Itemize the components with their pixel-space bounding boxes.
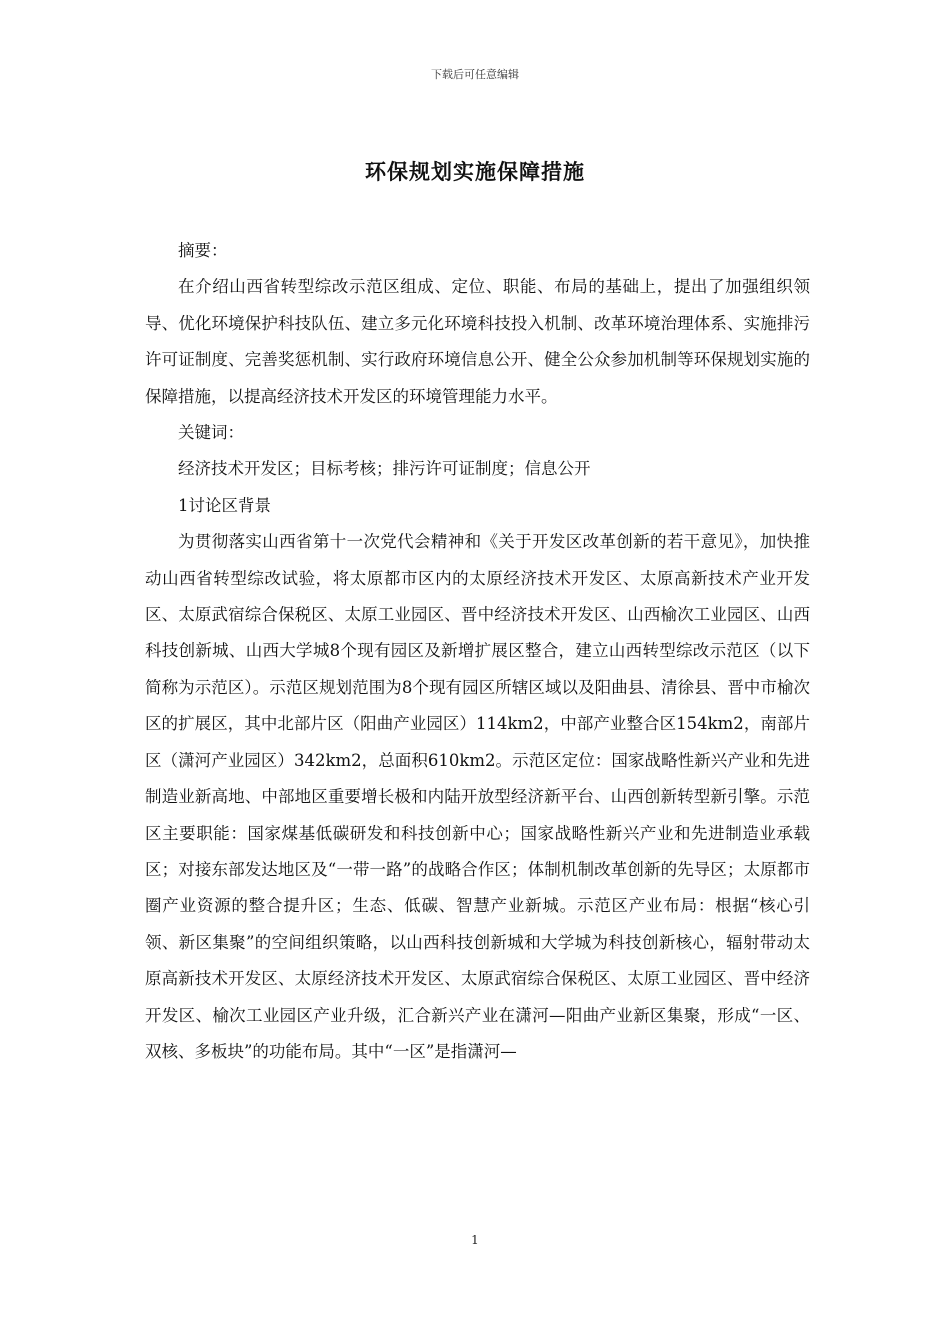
abstract-paragraph: 在介绍山西省转型综改示范区组成、定位、职能、布局的基础上，提出了加强组织领导、优化环境保护科技队伍、建立多元化环境科技投入机制、改革环境治理体系、实施排污许可证制度、完善奖惩机制、实行政府环境信息公开、健全公众参加机制等环保规划实施的保障措施，以提高经济技术开发区的环境管理能力水平。 [145,277,810,406]
page-number: 1 [471,1233,479,1247]
abstract-label: 摘要： [178,241,228,260]
keywords-label: 关键词： [178,423,244,443]
document-body [145,233,810,1070]
document-title: 环保规划实施保障措施 [365,160,585,184]
keywords-paragraph: 经济技术开发区；目标考核；排污许可证制度；信息公开 [178,459,591,479]
section-heading: 1讨论区背景 [178,495,271,515]
page-header: 下载后可任意编辑 [431,68,519,81]
section-paragraph: 为贯彻落实山西省第十一次党代会精神和《关于开发区改革创新的若干意见》，加快推动山西省转型综改试验，将太原都市区内的太原经济技术开发区、太原高新技术产业开发区、太原武宿综合保税区、太原工业园区、晋中经济技术开发区、山西榆次工业园区、山西科技创新城、山西大学城8个现有园区及新增扩展区整合，建立山西转型综改示范区（以下简称为示范区）。示范区规划范围为8个现有园区所辖区域以及阳曲县、清徐县、晋中市榆次区的扩展区，其中北部片区（阳曲产业园区）114km2，中部产业整合区154km2，南部片区（潇河产业园区）342km2，总面积610km2。示范区定位：国家战略性新兴产业和先进制造业新高地、中部地区重要增长极和内陆开放型经济新平台、山西创新转型新引擎。示范区主要职能：国家煤基低碳研发和科技创新中心；国家战略性新兴产业和先进制造业承载区；对接东部发达地区及“一带一路”的战略合作区；体制机制改革创新的先导区；太原都市圈产业资源的整合提升区；生态、低碳、智慧产业新城。示范区产业布局：根据“核心引领、新区集聚”的空间组织策略，以山西科技创新城和大学城为科技创新核心，辐射带动太原高新技术开发区、太原经济技术开发区、太原武宿综合保税区、太原工业园区、晋中经济开发区、榆次工业园区产业升级，汇合新兴产业在潇河—阳曲产业新区集聚，形成“一区、双核、多板块”的功能布局。其中“一区”是指潇河— [145,532,810,1061]
